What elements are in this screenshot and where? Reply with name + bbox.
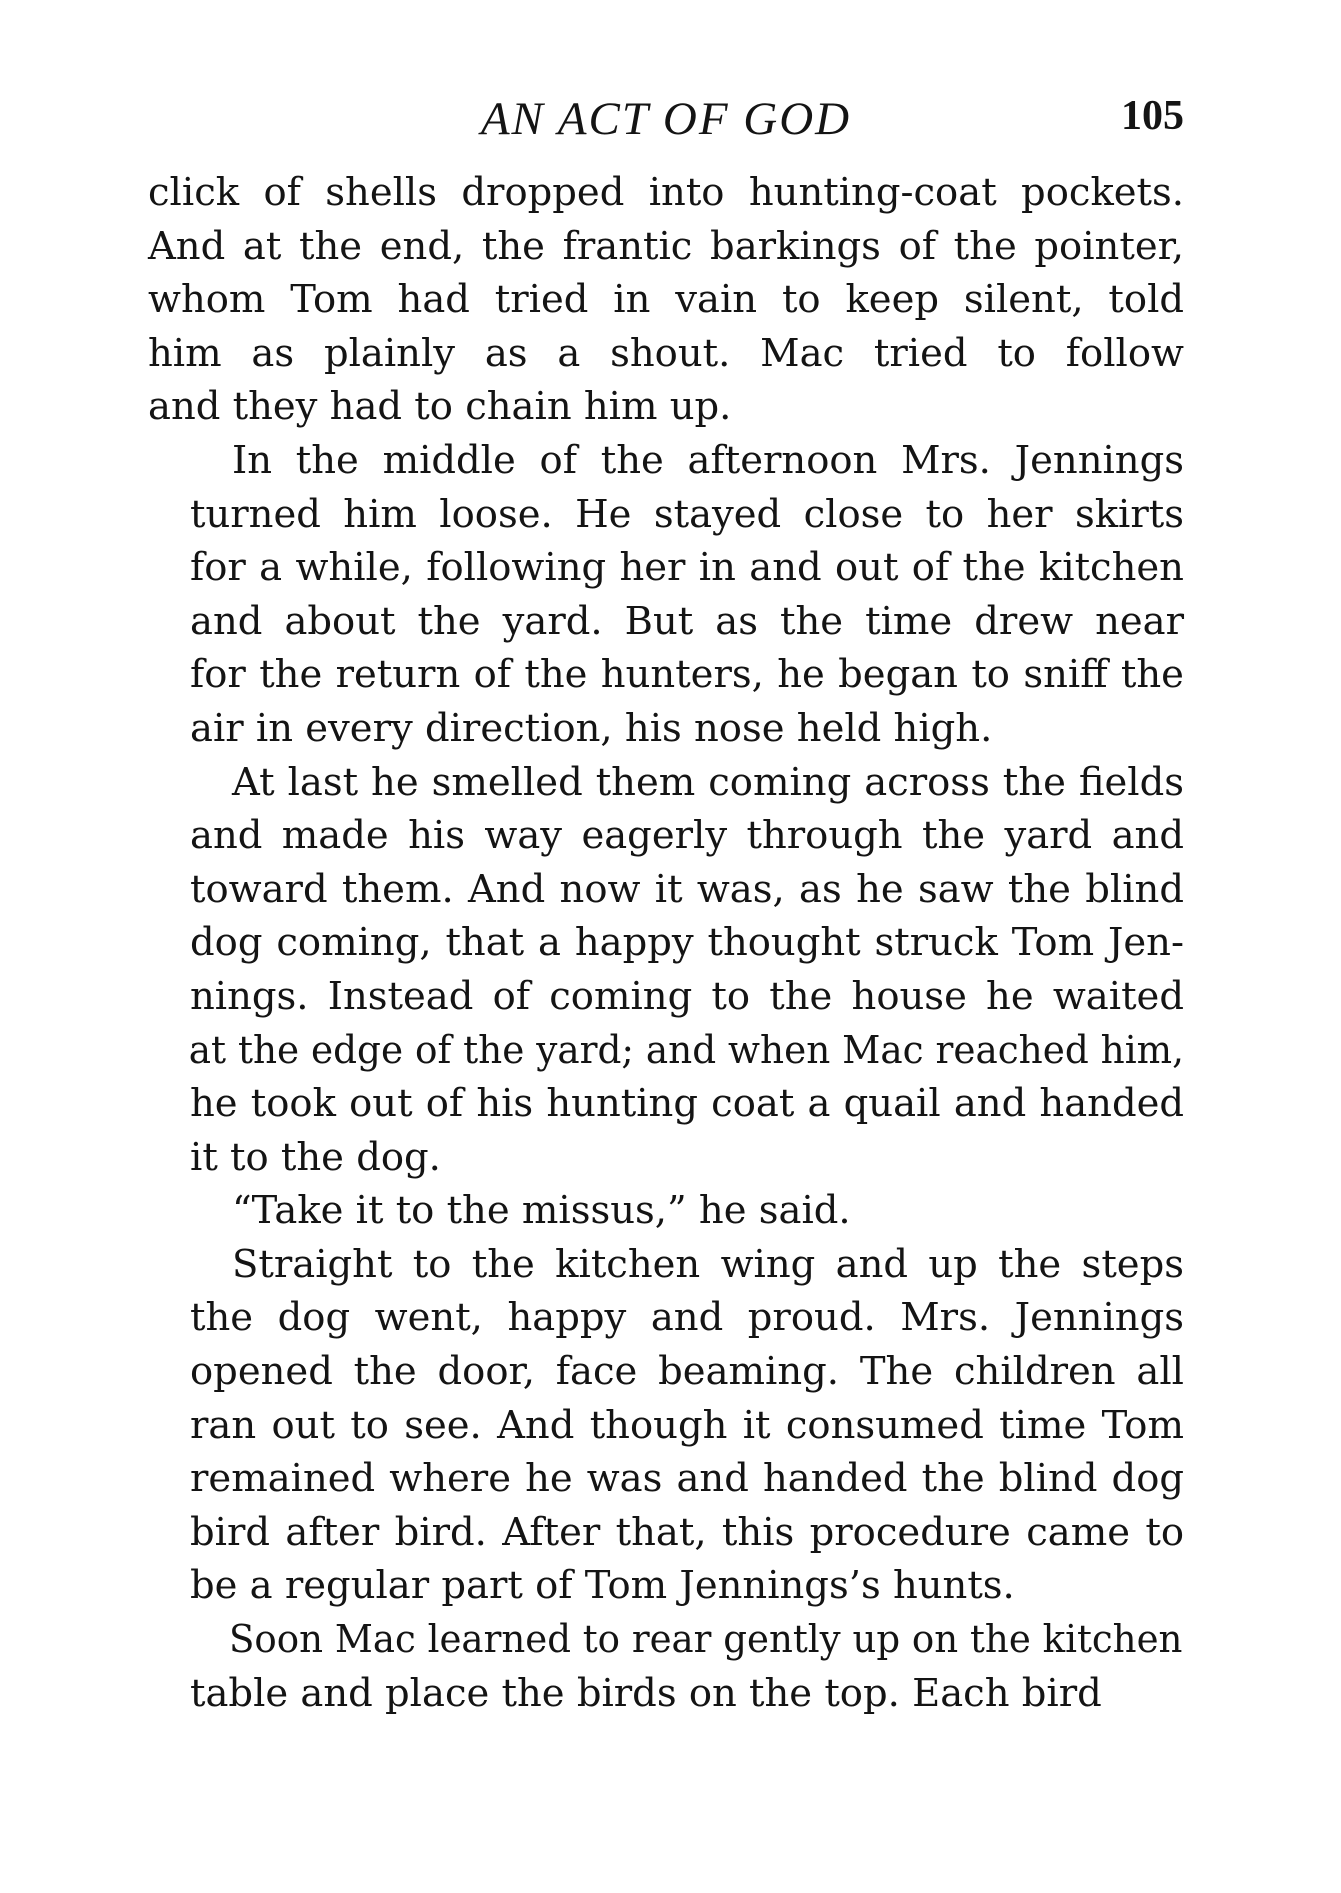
text-line: whom Tom had tried in vain to keep silent, told — [148, 277, 1185, 323]
text-line: dog coming, that a happy thought struck Tom Jen- — [190, 920, 1184, 966]
text-line: And at the end, the frantic barkings of the pointer, — [148, 223, 1185, 269]
paragraph — [148, 166, 1184, 434]
text-line: and they had to chain him up. — [148, 384, 732, 430]
text-line: at the edge of the yard; and when Mac reached him, — [188, 1027, 1184, 1073]
paragraph — [148, 756, 1184, 1185]
text-line: Straight to the kitchen wing and up the steps — [232, 1241, 1184, 1287]
text-line: ran out to see. And though it consumed time Tom — [190, 1402, 1184, 1448]
running-title: AN ACT OF GOD — [480, 93, 852, 145]
paragraph — [148, 1238, 1184, 1613]
text-line: Soon Mac learned to rear gently up on the kitchen — [229, 1617, 1183, 1663]
text-line: click of shells dropped into hunting-coat pockets. — [148, 170, 1185, 215]
text-line: nings. Instead of coming to the house he waited — [190, 973, 1184, 1019]
text-line: turned him loose. He stayed close to her skirts — [190, 491, 1184, 537]
paragraph — [148, 434, 1184, 756]
text-line: At last he smelled them coming across the fields — [232, 759, 1185, 805]
text-line: and about the yard. But as the time drew near — [190, 598, 1185, 644]
text-line: “Take it to the missus,” he said. — [232, 1188, 851, 1234]
text-line: In the middle of the afternoon Mrs. Jennings — [232, 437, 1185, 483]
text-line: for the return of the hunters, he began to sniff the — [190, 652, 1184, 698]
text-line: toward them. And now it was, as he saw the blind — [190, 866, 1184, 912]
text-line: for a while, following her in and out of the kitchen — [190, 545, 1184, 591]
page-number: 105 — [1121, 93, 1184, 139]
text-line: it to the dog. — [190, 1134, 441, 1180]
text-line: opened the door, face beaming. The children all — [190, 1349, 1184, 1395]
text-line: and made his way eagerly through the yard and — [190, 813, 1184, 859]
text-line: table and place the birds on the top. Each bird — [190, 1670, 1102, 1716]
paragraph — [148, 1184, 1184, 1238]
body-text — [148, 166, 1184, 1720]
text-line: he took out of his hunting coat a quail and handed — [190, 1081, 1185, 1127]
text-line: him as plainly as a shout. Mac tried to follow — [148, 330, 1184, 376]
text-line: bird after bird. After that, this procedure came to — [190, 1509, 1185, 1555]
page-header — [148, 92, 1184, 152]
text-line: be a regular part of Tom Jennings’s hunts. — [190, 1563, 1015, 1609]
text-line: air in every direction, his nose held high. — [190, 705, 993, 751]
paragraph — [148, 1613, 1184, 1720]
text-line: remained where he was and handed the blind dog — [190, 1456, 1185, 1502]
text-line: the dog went, happy and proud. Mrs. Jennings — [190, 1295, 1184, 1341]
